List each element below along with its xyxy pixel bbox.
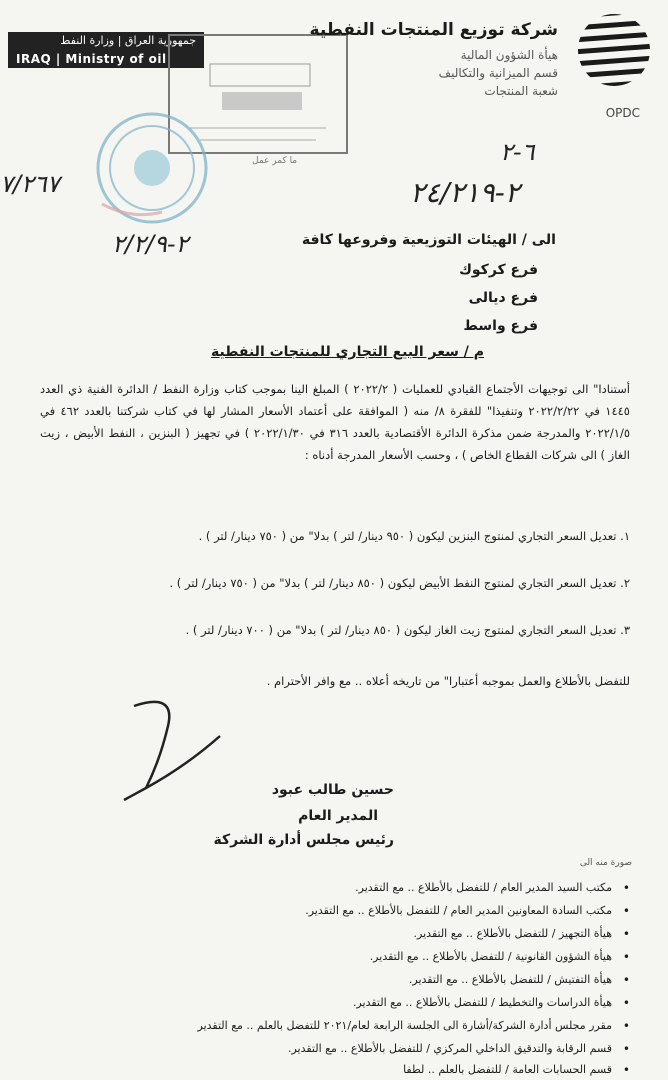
copy-to-item: هيأة الشؤون القانونية / للتفضل بالأطلاع .. مع التقدير. • (370, 949, 612, 965)
body-paragraph: أستنادا" الى توجيهات الأجتماع القيادي للعمليات ( ٢٠٢٢/٢ ) المبلغ الينا بموجب كتاب وزارة النفط / الدائرة الفنية ذي العدد ١٤٤٥ في ٢٠٢٢/٢/٢٢ وتنفيذا" للفقرة ٨/ منه ( الموافقة على أعتماد الأسعار المشار لها في كتاب شركتنا بالعدد ٤٦٢ في ٢٠٢٢/١/٥ والمدرجة ضمن مذكرة الدائرة الأقتصادية بالعدد ٣١٦ في ٢٠٢٢/١/٣٠ ) في تجهيز ( البنزين ، النفط الأبيض ، زيت الغاز ) الى شركات القطاع الخاص ) ، وحسب الأسعار المدرجة أدناه : (40, 382, 630, 462)
department-line-1: هيأة الشؤون المالية (460, 48, 558, 62)
company-logo (572, 6, 656, 122)
logo-graphic (572, 6, 656, 106)
signature-stroke (116, 696, 226, 806)
copy-to-item: مكتب السادة المعاونين المدير العام / للتفضل بالأطلاع .. مع التقدير. • (305, 903, 612, 919)
handwritten-left-mark: ٧/٢٦٧ (0, 170, 60, 198)
handwritten-date: ٢-٢/٢/٩ (112, 230, 189, 258)
copy-to-item: هيأة التفتيش / للتفضل بالأطلاع .. مع التقدير. • (409, 972, 612, 988)
letter-subject: م / سعر البيع التجاري للمنتجات النفطية (211, 344, 484, 360)
copy-to-item: مكتب السيد المدير العام / للتفضل بالأطلاع .. مع التقدير. • (355, 880, 612, 896)
company-name: شركة توزيع المنتجات النفطية (309, 20, 558, 40)
department-line-2: قسم الميزانية والتكاليف (438, 66, 558, 80)
handwritten-date-top: ٦-٢ (500, 138, 535, 166)
addressee-line: الى / الهيئات التوزيعية وفروعها كافة (301, 232, 556, 248)
stamp-box-footer: ما كمر عمل (252, 156, 298, 166)
copy-to-item: هيأة الدراسات والتخطيط / للتفضل بالأطلاع .. مع التقدير. • (353, 995, 612, 1011)
department-line-3: شعبة المنتجات (484, 84, 558, 98)
ministry-badge-arabic: جمهورية العراق | وزارة النفط (60, 34, 196, 47)
handwritten-signature (116, 696, 226, 806)
addressee-line: فرع ديالى (468, 290, 538, 306)
logo-caption: OPDC (605, 106, 640, 120)
copy-to-item: هيأة التجهيز / للتفضل بالأطلاع .. مع التقدير. • (414, 926, 612, 942)
ministry-badge-english: IRAQ | Ministry of oil (16, 52, 167, 66)
signatory-name: حسين طالب عبود (271, 782, 394, 798)
round-stamp (92, 108, 212, 228)
copy-to-item: مقرر مجلس أدارة الشركة/أشارة الى الجلسة الرابعة لعام/٢٠٢١ للتفضل بالعلم .. مع التقدير • (198, 1018, 613, 1034)
price-item: ١. تعديل السعر التجاري لمنتوج البنزين ليكون ( ٩٥٠ دينار/ لتر ) بدلا" من ( ٧٥٠ دينار/ لتر ) . (198, 529, 630, 543)
round-stamp-graphic (92, 108, 212, 228)
signatory-role: رئيس مجلس أدارة الشركة (213, 832, 394, 848)
price-item: ٣. تعديل السعر التجاري لمنتوج زيت الغاز ليكون ( ٨٥٠ دينار/ لتر ) بدلا" من ( ٧٠٠ دينار/ لتر ) . (185, 623, 630, 637)
addressee-line: فرع واسط (463, 318, 538, 334)
handwritten-reference-number: ٢-٢٤/٢١٩ (410, 176, 520, 209)
addressee-line: فرع كركوك (459, 262, 538, 278)
copy-to-item: قسم الحسابات العامة / للتفضل بالعلم .. لطفا • (403, 1062, 612, 1078)
copy-to-label: صورة منه الى (579, 858, 632, 868)
signatory-title: المدير العام (298, 808, 378, 824)
copy-to-item: قسم الرقابة والتدقيق الداخلي المركزي / للتفضل بالأطلاع .. مع التقدير. • (288, 1041, 612, 1057)
closing-line: للتفضل بالأطلاع والعمل بموجبه أعتبارا" من تاريخه أعلاه .. مع وافر الأحترام . (266, 674, 630, 688)
price-item: ٢. تعديل السعر التجاري لمنتوج النفط الأبيض ليكون ( ٨٥٠ دينار/ لتر ) بدلا" من ( ٧٥٠ دينار/ لتر ) . (169, 576, 630, 590)
